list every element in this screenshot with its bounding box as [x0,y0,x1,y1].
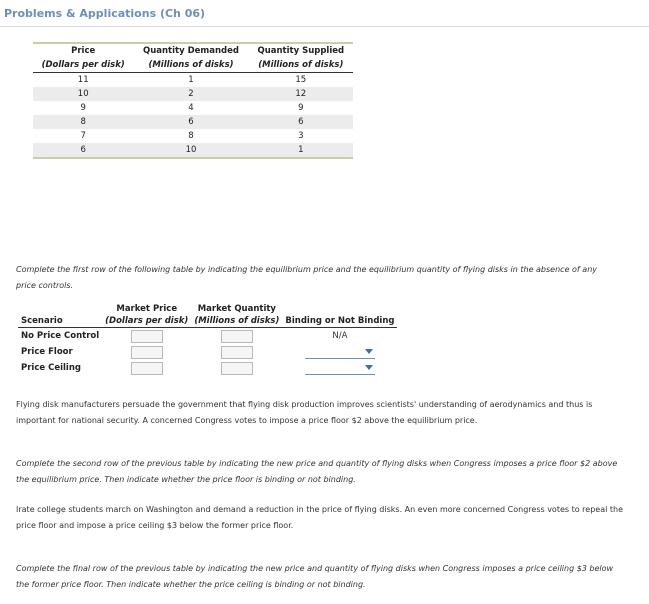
context-price-floor: Flying disk manufacturers persuade the government that flying disk production improves scientists' understanding of aerodynamics and thus is important for national security. A concerned Congress votes to impose a price floor $2 above the equilibrium price. [16,400,593,425]
quantity-demanded-cell: 2 [133,87,248,101]
col-header-market-quantity: Market Quantity [197,304,276,314]
ceiling-binding-dropdown[interactable] [305,362,375,375]
context-price-ceiling: Irate college students march on Washington and demand a reduction in the price of flying disks. An even more concerned Congress votes to repeal the price floor and impose a price ceiling $3 below the former price floor. [16,505,623,530]
quantity-supplied-cell: 9 [298,103,304,113]
page-header [0,0,649,27]
quantity-demanded-cell: 4 [188,103,194,113]
price-cell: 10 [33,87,133,101]
answer-table [18,303,397,376]
col-header-binding: Binding or Not Binding [282,315,397,328]
table-row [33,101,353,115]
price-cell: 9 [80,103,86,113]
ceiling-quantity-input[interactable] [221,362,253,375]
quantity-supplied-cell: 15 [295,75,307,85]
quantity-supplied-cell: 12 [249,87,353,101]
no-control-price-input[interactable] [131,330,163,343]
instruction-first-row: Complete the first row of the following table by indicating the equilibrium price and the equilibrium quantity of flying disks in the absence of any price controls. [16,265,597,290]
floor-binding-dropdown[interactable] [305,346,375,359]
col-header-quantity-demanded: Quantity Demanded [142,46,239,56]
floor-quantity-input[interactable] [221,346,253,359]
quantity-supplied-cell: 3 [298,131,304,141]
row-label-price-ceiling: Price Ceiling [21,363,81,373]
col-header-scenario: Scenario [18,315,102,328]
quantity-demanded-cell: 1 [188,75,194,85]
col-subheader-market-price: (Dollars per disk) [102,315,191,328]
floor-price-input[interactable] [131,346,163,359]
price-cell: 11 [77,75,89,85]
quantity-supplied-cell: 6 [249,115,353,129]
page-title: Problems & Applications (Ch 06) [4,7,206,20]
table-row [33,87,353,101]
instruction-final-row: Complete the final row of the previous table by indicating the new price and quantity of flying disks when Congress imposes a price ceiling $3 below the former price floor. Then indicate whether the price ceiling is binding or not binding. [16,564,614,589]
quantity-demanded-cell: 10 [133,143,248,157]
price-cell: 6 [33,143,133,157]
col-header-price: Price [71,46,96,56]
table-row [18,360,397,376]
col-subheader-market-quantity: (Millions of disks) [191,315,282,328]
row-label-price-floor: Price Floor [21,347,73,357]
col-header-market-price: Market Price [116,304,178,314]
quantity-demanded-cell: 8 [188,131,194,141]
quantity-demanded-cell: 6 [133,115,248,129]
no-control-binding-value: N/A [332,331,348,341]
table-row [33,143,353,157]
quantity-supplied-cell: 1 [249,143,353,157]
chevron-down-icon [365,365,373,370]
table-row [33,129,353,143]
supply-demand-schedule [33,42,353,159]
table-row [18,344,397,360]
table-row [18,328,397,345]
chevron-down-icon [365,349,373,354]
table-row [33,115,353,129]
col-header-quantity-supplied: Quantity Supplied [257,46,345,56]
row-label-no-price-control: No Price Control [21,331,100,341]
price-cell: 7 [80,131,86,141]
col-subheader-quantity-supplied: (Millions of disks) [249,58,353,73]
col-subheader-price: (Dollars per disk) [33,58,133,73]
ceiling-price-input[interactable] [131,362,163,375]
col-subheader-quantity-demanded: (Millions of disks) [133,58,248,73]
no-control-quantity-input[interactable] [221,330,253,343]
price-cell: 8 [33,115,133,129]
table-row [33,73,353,88]
instruction-second-row: Complete the second row of the previous table by indicating the new price and quantity of flying disks when Congress imposes a price floor $2 above the equilibrium price. Then indicate whether the price floor is binding or not binding. [16,459,618,484]
